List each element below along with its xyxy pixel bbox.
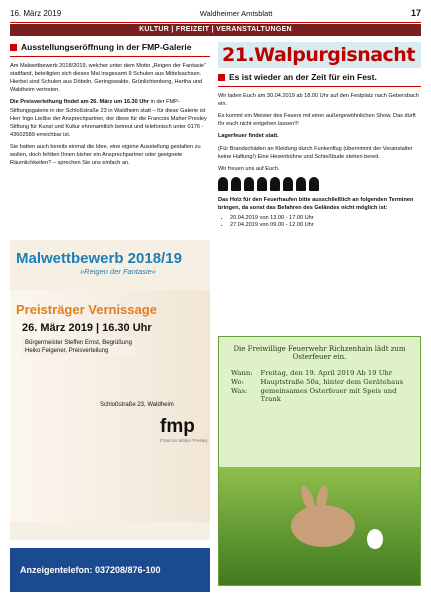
fmp-logo-text: fmp [160, 416, 195, 437]
bunny-photo [219, 467, 420, 585]
row-label: Wo: [231, 378, 244, 386]
header-date: 16. März 2019 [10, 8, 62, 18]
witch-figures [218, 177, 421, 191]
heading-square-icon [218, 74, 225, 81]
fmp-logo [160, 416, 208, 443]
header-rule [10, 22, 421, 23]
poster-lines [22, 338, 135, 356]
rabbit-icon [291, 505, 355, 547]
left-p1: Am Malwettbewerb 2018/2019, welcher unter dem Motto „Reigen der Fantasie“ stattfand, beteiligten sich dieses Mal insgesamt 9 Schulen aus Mittelsachsen. Hierbei sind Schulen aus Döbeln, Geringswalde, Grünlichtenberg, Hartha und Waldheim vertreten. [10, 63, 206, 94]
row-label: Was: [231, 387, 248, 395]
witch-icon [231, 177, 241, 191]
table-row [231, 387, 420, 404]
table-row [231, 369, 420, 378]
osterfeuer-box [218, 336, 421, 586]
row-label: Wann: [231, 369, 253, 377]
right-heading-text: Es ist wieder an der Zeit für ein Fest. [229, 72, 377, 82]
right-heading [218, 72, 421, 82]
poster-event: Preisträger Vernissage [16, 302, 157, 317]
fmp-logo-sub: Francois Maher Presley [160, 438, 208, 443]
header-title: Waldheimer Amtsblatt [199, 8, 273, 18]
osterfeuer-title: Die Freiwillige Feuerwehr Richzenhain lädt zum Osterfeuer ein. [233, 345, 406, 361]
heading-square-icon [10, 44, 17, 51]
left-heading-text: Ausstellungseröffnung in der FMP-Galerie [21, 42, 192, 52]
row-value: Freitag, den 19. April 2019 Ab 19 Uhr [260, 369, 393, 377]
fire-title: Lagerfeuer findet statt. [218, 133, 279, 140]
poster-date: 26. März 2019 | 16.30 Uhr [22, 322, 152, 334]
left-heading-rule [10, 56, 210, 57]
poster-line2: Heiko Felgener, Preisverteilung [25, 348, 109, 355]
witch-icon [283, 177, 293, 191]
walpurgis-title: 21.Walpurgisnacht [218, 42, 421, 68]
witch-icon [296, 177, 306, 191]
right-p2: Es kommt ein Meister des Feuers mit einer außergewöhnlichen Show. Das dürft Ihr euch nicht entgehen lassen!!! [218, 113, 416, 128]
left-heading [10, 42, 210, 52]
notice-date: • 27.04.2019 von 09.00 - 12.00 Uhr [230, 222, 421, 230]
witch-icon [257, 177, 267, 191]
notice-dates [230, 215, 421, 231]
poster-line1: Bürgermeister Steffen Ernst, Begrüßung [25, 340, 132, 346]
page-header [10, 6, 421, 20]
wood-notice [218, 197, 421, 230]
osterfeuer-table [231, 369, 420, 404]
notice-bold: Das Holz für den Feuerhaufen bitte ausschließlich an folgenden Terminen bringen, da sonst das Befahren des Geländes nicht möglich ist: [218, 196, 414, 211]
welcome-text: Wir freuen uns auf Euch. [218, 165, 280, 172]
right-column [218, 42, 421, 230]
witch-icon [218, 177, 228, 191]
left-p2 [10, 98, 210, 139]
right-p1: Wir laden Euch am 30.04.2019 ab 18.00 Uhr auf den Festplatz nach Gebersbach ein. [218, 93, 419, 108]
witch-icon [309, 177, 319, 191]
poster-address: Schloßstraße 23, Waldheim [100, 402, 174, 408]
left-p2-bold: Die Preisverleihung findet am 26. März um 16.30 Uhr [10, 99, 149, 106]
poster-title: Malwettbewerb 2018/19 [16, 250, 182, 267]
row-value: Hauptstraße 50a, hinter dem Gerätehaus [260, 378, 404, 386]
egg-icon [367, 529, 383, 549]
table-row [231, 378, 420, 387]
notice-date: • 20.04.2019 von 13.00 - 17.00 Uhr [230, 215, 421, 223]
left-p3: Sie hatten auch bereits einmal die Idee, eine eigene Ausstellung gestalten zu wollen, doch fehlten Ihnen bisher ein Ansprechpartner oder geeignete Räumlichkeiten? – sprechen Sie uns einfach an. [10, 143, 201, 167]
section-banner: KULTUR | FREIZEIT | VERANSTALTUNGEN [10, 24, 421, 36]
left-column [10, 42, 210, 171]
witch-icon [244, 177, 254, 191]
fire-text: (Für Brandschäden an Kleidung durch Funkenflug (übernimmt der Veranstalter keine Haftung!) Eine Hexenbühne und Schießbude stehen bereit. [218, 145, 413, 160]
left-p2-text: in der FMP-Stiftungsgalerie in der Schloßstraße 23 in Waldheim statt – für diese Galerie ist Herr Ingo Lieške der Ansprechpartner, der diese für die Francois Maher Presley Stiftung für Kunst und Kultur ehrenamtlich betreut und telefonisch unter 0176 - 43602589 erreichbar ist. [10, 99, 207, 138]
row-value: gemeinsames Osterfeuer mit Speis und Trank [260, 387, 397, 403]
page-number: 17 [410, 8, 421, 18]
poster-subtitle: »Reigen der Fantasie« [80, 267, 156, 276]
witch-icon [270, 177, 280, 191]
right-heading-rule [218, 86, 421, 87]
exhibition-poster [10, 240, 210, 540]
ad-phone-bar: Anzeigentelefon: 037208/876-100 [10, 548, 210, 592]
